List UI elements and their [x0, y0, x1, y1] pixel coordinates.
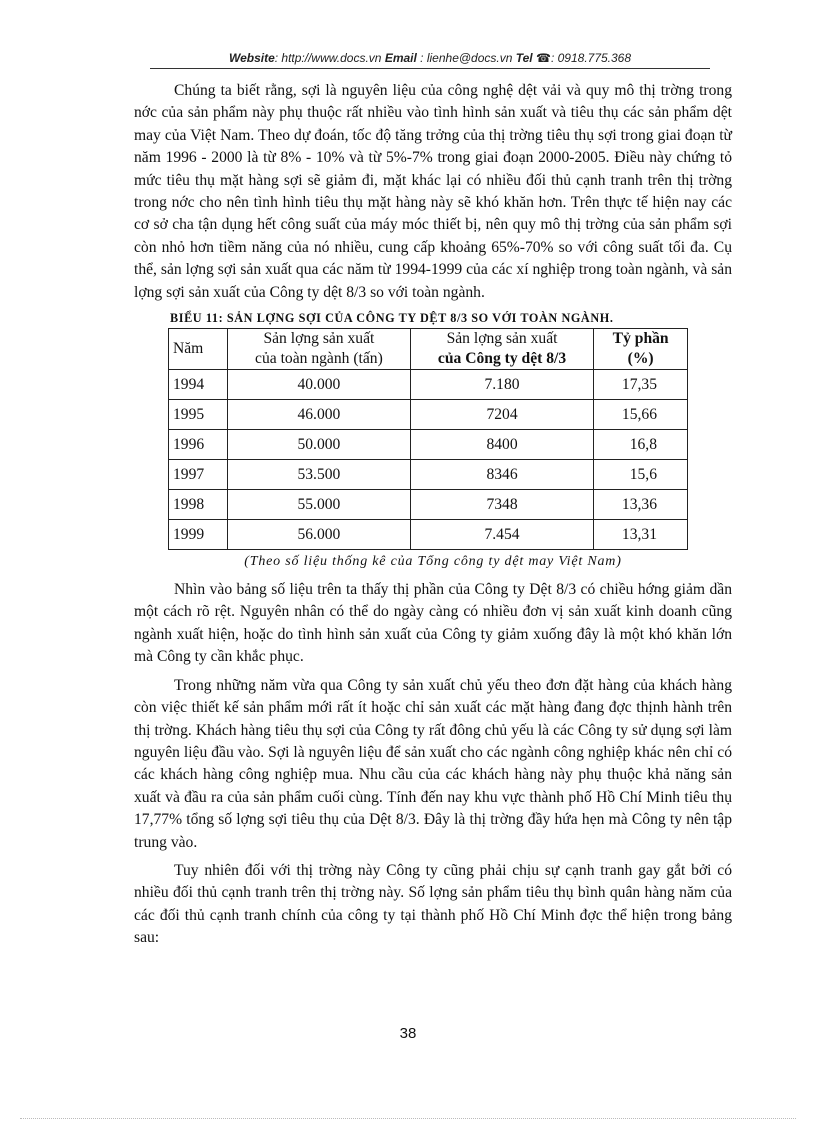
cell-industry: 55.000	[228, 490, 411, 520]
cell-industry: 53.500	[228, 460, 411, 490]
page-number: 38	[399, 1025, 417, 1042]
table-row	[169, 460, 688, 490]
header-industry-line2: của toàn ngành (tấn)	[255, 350, 383, 368]
cell-company: 7.180	[410, 370, 593, 400]
cell-share: 15,66	[594, 400, 688, 430]
cell-industry: 56.000	[228, 520, 411, 550]
cell-industry: 40.000	[228, 370, 411, 400]
header-company	[410, 329, 593, 370]
tel-value: : 0918.775.368	[550, 51, 632, 65]
cell-company: 8400	[410, 430, 593, 460]
cell-share: 13,31	[594, 520, 688, 550]
bottom-divider	[20, 1118, 796, 1119]
table-caption: BIỂU 11: SẢN LỢNG SỢI CỦA CÔNG TY DỆT 8/3 SO VỚI TOÀN NGÀNH.	[170, 311, 614, 326]
paragraph-1: Chúng ta biết rằng, sợi là nguyên liệu của công nghệ dệt vải và quy mô thị trờng trong nớc của sản phẩm này phụ thuộc rất nhiều vào tình hình sản xuất và tiêu thụ các sản phẩm dệt may của Việt Nam. Theo dự đoán, tốc độ tăng trởng của thị trờng tiêu thụ sợi trong giai đoạn từ năm 1996 - 2000 là từ 8% - 10% và từ 5%-7% trong giai đoạn 2000-2005. Điều này chứng tỏ mức tiêu thụ mặt hàng sợi sẽ giảm đi, mặt khác lại có nhiều đối thủ cạnh tranh trên thị trờng trong nớc cho nên tình hình tiêu thụ mặt hàng này sẽ khó khăn hơn. Trên thực tế hiện nay các cơ sở cha tận dụng hết công suất của máy móc thiết bị, nên quy mô thị trờng của sản phẩm sợi còn nhỏ hơn tiềm năng của nó nhiều, cung cấp khoảng 65%-70% so với công suất tối đa. Cụ thể, sản lợng sợi sản xuất qua các năm từ 1994-1999 của các xí nghiệp trong toàn ngành, và sản lợng sợi sản xuất của Công ty dệt 8/3 so với toàn ngành.	[134, 82, 732, 301]
cell-year: 1996	[169, 430, 228, 460]
table-source: (Theo số liệu thống kê của Tổng công ty dệt may Việt Nam)	[244, 554, 622, 570]
table-row	[169, 400, 688, 430]
cell-company: 7348	[410, 490, 593, 520]
cell-industry: 46.000	[228, 400, 411, 430]
cell-company: 8346	[410, 460, 593, 490]
email-label: Email	[384, 51, 417, 65]
tel-label: Tel	[515, 51, 533, 65]
paragraph-3: Trong những năm vừa qua Công ty sản xuất chủ yếu theo đơn đặt hàng của khách hàng còn việc thiết kế sản phẩm mới rất ít hoặc chỉ sản xuất các mặt hàng đang đợc thịnh hành trên thị trờng. Khách hàng tiêu thụ sợi của Công ty rất đông chủ yếu là các Công ty sử dụng sợi làm nguyên liệu đầu vào. Sợi là nguyên liệu để sản xuất cho các ngành công nghiệp khác nên chỉ có các khách hàng công nghiệp mua. Nhu cầu của các khách hàng này phụ thuộc khả năng sản xuất và đầu ra của sản phẩm cuối cùng. Tính đến nay khu vực thành phố Hồ Chí Minh tiêu thụ 17,77% tổng số lợng sợi tiêu thụ của Dệt 8/3. Đây là thị trờng đầy hứa hẹn mà Công ty nên tập trung vào.	[134, 676, 732, 851]
website-value: : http://www.docs.vn	[274, 51, 382, 65]
header-year: Năm	[169, 329, 228, 370]
cell-company: 7.454	[410, 520, 593, 550]
cell-year: 1998	[169, 490, 228, 520]
cell-year: 1994	[169, 370, 228, 400]
cell-year: 1999	[169, 520, 228, 550]
cell-share: 17,35	[594, 370, 688, 400]
header-company-line2: của Công ty dệt 8/3	[437, 350, 567, 368]
table-row	[169, 520, 688, 550]
website-label: Website	[228, 51, 275, 65]
header-company-line1: Sản lợng sản xuất	[446, 330, 558, 348]
cell-share: 16,8	[594, 430, 688, 460]
email-value: : lienhe@docs.vn	[420, 51, 513, 65]
header-industry	[228, 329, 411, 370]
document-body	[134, 80, 732, 956]
table-row	[169, 490, 688, 520]
header-share-line2: (%)	[627, 350, 654, 368]
header-industry-line1: Sản lợng sản xuất	[263, 330, 375, 348]
header-share-line1: Tỷ phần	[612, 330, 669, 348]
cell-year: 1997	[169, 460, 228, 490]
page-header	[150, 50, 710, 69]
table-row	[169, 430, 688, 460]
cell-company: 7204	[410, 400, 593, 430]
paragraph-4: Tuy nhiên đối với thị trờng này Công ty cũng phải chịu sự cạnh tranh gay gắt bởi có nhiều đối thủ cạnh tranh trên thị trờng này. Số lợng sản phẩm tiêu thụ bình quân hàng năm của các đối thủ cạnh tranh chính của công ty tại thành phố Hồ Chí Minh đợc thể hiện trong bảng sau:	[134, 861, 732, 947]
cell-share: 15,6	[594, 460, 688, 490]
cell-year: 1995	[169, 400, 228, 430]
cell-share: 13,36	[594, 490, 688, 520]
cell-industry: 50.000	[228, 430, 411, 460]
phone-icon: ☎	[536, 51, 551, 65]
production-table	[168, 328, 688, 550]
paragraph-2: Nhìn vào bảng số liệu trên ta thấy thị phần của Công ty Dệt 8/3 có chiều hớng giảm dần một cách rõ rệt. Nguyên nhân có thể do ngày càng có nhiều đơn vị sản xuất kinh doanh cũng ngành xuất hiện, hoặc do tình hình sản xuất của Công ty giảm xuống đây là một khó khăn lớn mà Công ty cần khắc phục.	[134, 581, 732, 666]
table-row	[169, 370, 688, 400]
table-header-row	[169, 329, 688, 370]
header-share	[594, 329, 688, 370]
